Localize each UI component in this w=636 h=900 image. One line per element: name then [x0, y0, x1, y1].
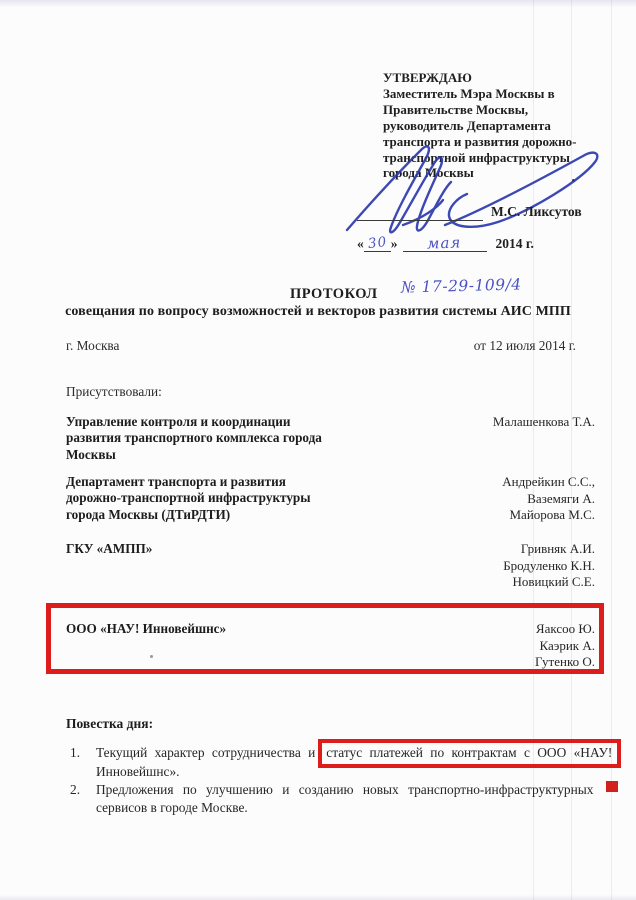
agenda-highlight-box: статус платежей по контрактам с ООО «НАУ!	[318, 739, 621, 768]
approval-line: города Москвы	[383, 165, 474, 181]
approval-line: транспортной инфраструктуры	[383, 149, 570, 165]
attendee-name: Гривняк А.И.	[520, 541, 595, 556]
annotation-square	[606, 781, 618, 792]
org-line: ООО «НАУ! Инновейшнс»	[66, 621, 227, 636]
agenda-item-text: Предложения по улучшению и созданию новых транспортно-инфраструктурных	[96, 782, 594, 797]
org-line: Департамент транспорта и развития	[66, 474, 286, 489]
attendee-name: Гутенко О.	[535, 654, 595, 669]
approval-line: транспорта и развития дорожно-	[383, 133, 577, 149]
protocol-date: от 12 июля 2014 г.	[473, 338, 576, 353]
protocol-title: ПРОТОКОЛ	[290, 286, 378, 302]
agenda-heading: Повестка дня:	[66, 716, 154, 731]
agenda-item-1-line-2: Инновейшнс».	[96, 764, 180, 779]
approval-line: Заместитель Мэра Москвы в	[383, 85, 555, 101]
city-label: г. Москва	[66, 338, 120, 353]
attendee-names	[345, 541, 595, 591]
protocol-number-handwritten: № 17-29-109/4	[400, 275, 522, 297]
handwritten-month-field	[403, 235, 487, 252]
attendee-name: Яаксоо Ю.	[535, 621, 595, 636]
attendee-name: Ваземяги А.	[527, 490, 595, 506]
org-line: Москвы	[66, 446, 116, 462]
signature-underline	[357, 205, 483, 221]
approval-date-line	[357, 235, 534, 252]
attendee-name: Андрейкин С.С.,	[502, 474, 595, 489]
handwritten-month: мая	[427, 233, 462, 253]
attendee-name: Малашенкова Т.А.	[492, 414, 595, 429]
day-open-quote: «	[357, 236, 364, 251]
year-text: 2014 г.	[495, 236, 534, 251]
agenda-item-1-line-1	[70, 745, 621, 761]
signer-name: М.С. Ликсутов	[491, 204, 582, 219]
approval-line: Правительстве Москвы,	[383, 101, 529, 117]
attendee-name: Майорова М.С.	[509, 507, 595, 522]
agenda-item-2-line-2: сервисов в городе Москве.	[96, 800, 248, 815]
approval-line: руководитель Департамента	[383, 117, 551, 133]
attendee-name: Бродуленко К.Н.	[503, 557, 595, 573]
scan-edge-shadow-bottom	[0, 894, 636, 900]
agenda-item-2-line-1	[70, 782, 593, 798]
org-line: дорожно-транспортной инфраструктуры	[66, 490, 311, 506]
day-close-quote: »	[390, 236, 398, 251]
protocol-subject: совещания по вопросу возможностей и векторов развития системы АИС МПП	[65, 304, 571, 319]
attendees-heading: Присутствовали:	[66, 384, 162, 399]
meta-row	[66, 338, 576, 354]
approval-heading: УТВЕРЖДАЮ	[383, 70, 472, 85]
attendee-names	[345, 621, 595, 671]
handwritten-day-field	[364, 235, 391, 252]
scan-edge-shadow-top	[0, 0, 636, 8]
attendee-names	[345, 474, 595, 524]
agenda-item-number: 2.	[70, 782, 81, 797]
handwritten-day: 30	[366, 233, 388, 253]
org-line: развития транспортного комплекса города	[66, 430, 322, 446]
agenda-item-text: Текущий характер сотрудничества и	[96, 745, 316, 760]
org-line: города Москвы (ДТиРДТИ)	[66, 506, 231, 522]
attendee-names	[345, 414, 595, 431]
attendee-name: Новицкий С.Е.	[512, 574, 595, 589]
attendee-name: Каэрик А.	[539, 637, 595, 653]
org-line: Управление контроля и координации	[66, 414, 291, 429]
org-line: ГКУ «АМПП»	[66, 541, 153, 556]
signature-line	[357, 203, 582, 221]
agenda-item-number: 1.	[70, 745, 81, 760]
